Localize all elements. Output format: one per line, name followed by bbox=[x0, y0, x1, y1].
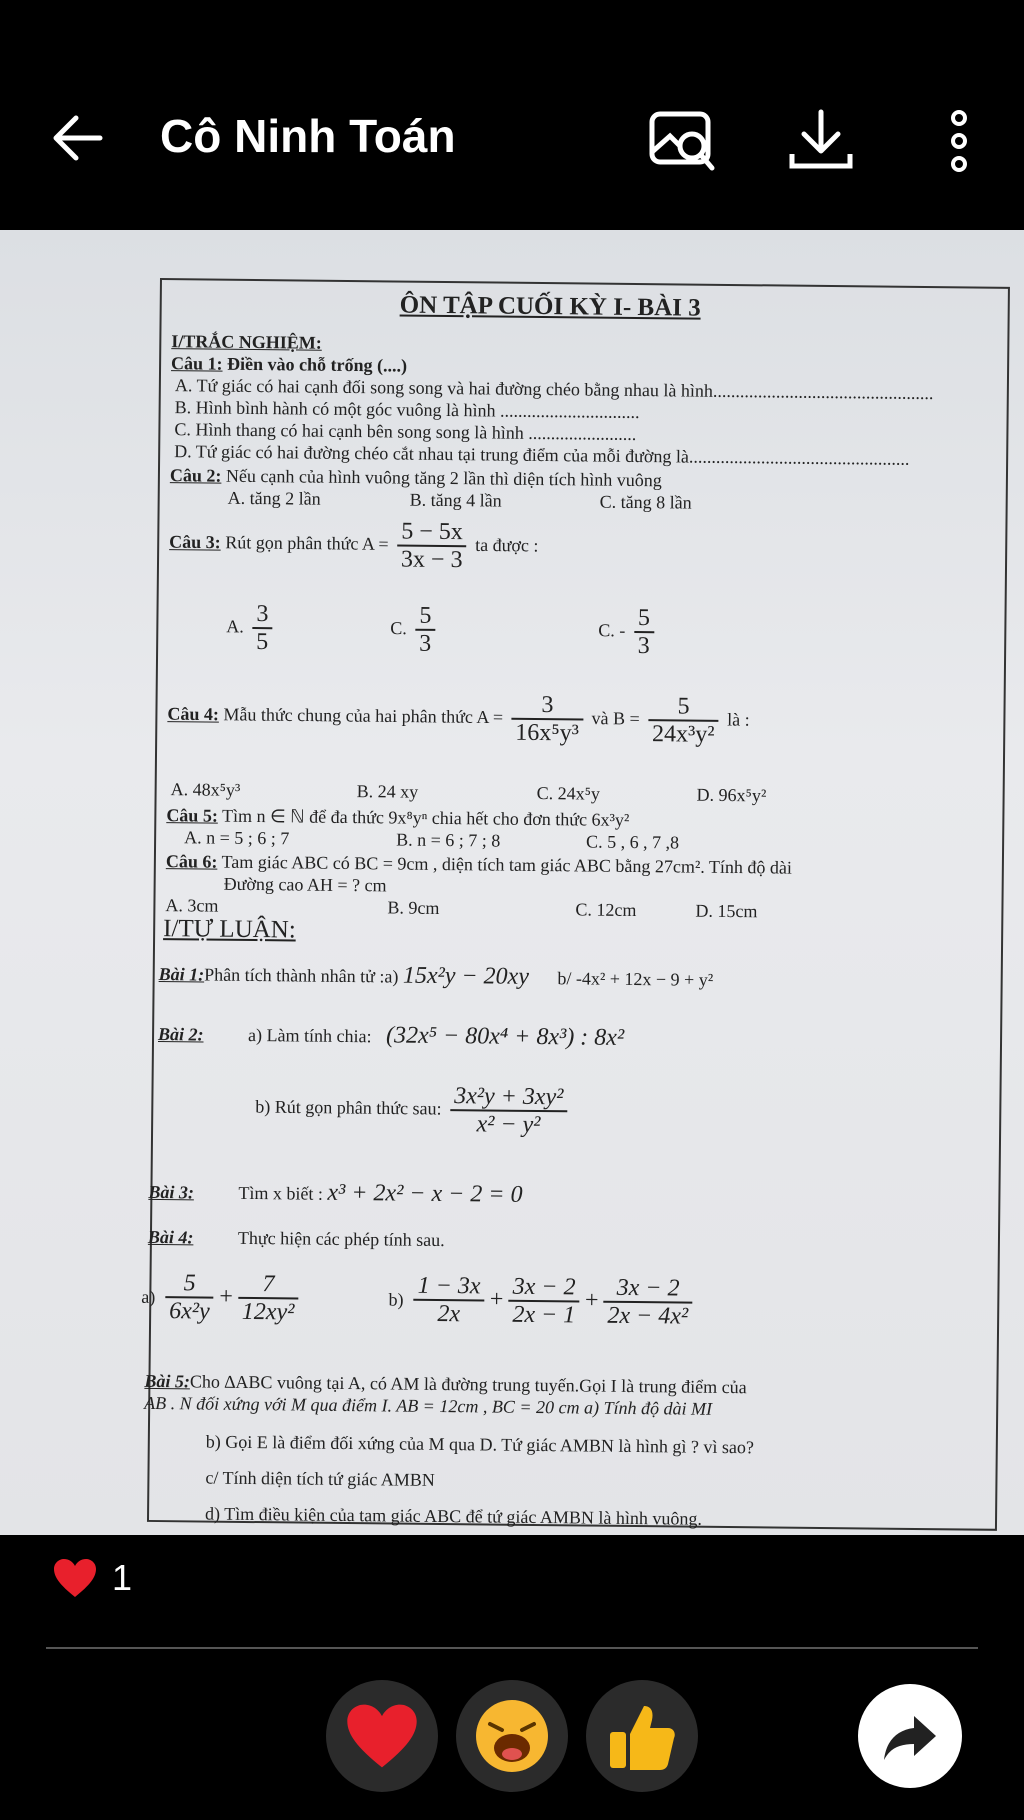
b4-part-b-label: b) bbox=[388, 1289, 404, 1310]
q2-text: Nếu cạnh của hình vuông tăng 2 lần thì diện tích hình vuông bbox=[225, 465, 662, 491]
b1-text: Phân tích thành nhân tử :a) bbox=[204, 964, 399, 987]
b4-b-fraction-2: $\frac{3x - 2}{2x - 1}$ bbox=[508, 1274, 579, 1330]
b5-line-5: d) Tìm điều kiện của tam giác ABC để tứ giác AMBN là hình vuông. bbox=[204, 1503, 703, 1529]
b2-part-a: a) Làm tính chia: bbox=[247, 1024, 372, 1047]
q1-text: Điền vào chỗ trống (....) bbox=[227, 353, 408, 376]
b2-label: Bài 2: bbox=[157, 1024, 204, 1045]
q3-option-c1-label: C. bbox=[390, 617, 407, 639]
share-button[interactable] bbox=[858, 1684, 962, 1788]
q3-option-a-label: A. bbox=[226, 616, 244, 637]
reaction-love-button[interactable] bbox=[326, 1680, 438, 1792]
b3-expression: x³ + 2x² − x − 2 = 0 bbox=[327, 1179, 523, 1208]
q4-option-d: D. 96x⁵y² bbox=[696, 784, 767, 806]
q4-option-c: C. 24x⁵y bbox=[536, 782, 601, 804]
q4-label: Câu 4: bbox=[167, 703, 220, 725]
q3-prefix: Rút gọn phân thức A = bbox=[225, 532, 389, 554]
share-arrow-icon bbox=[880, 1706, 940, 1766]
q3-fraction: $\frac{5 - 5x}{3x - 3}$ bbox=[397, 518, 467, 574]
q4-prefix: Mẫu thức chung của hai phân thức A = bbox=[223, 704, 504, 728]
b2-part-b: b) Rút gọn phân thức sau: bbox=[255, 1096, 442, 1119]
q3-option-c2-label: C. - bbox=[598, 620, 626, 641]
photo-viewer[interactable] bbox=[0, 230, 1024, 1535]
b3-label: Bài 3: bbox=[148, 1181, 195, 1203]
like-count[interactable]: 1 bbox=[112, 1557, 133, 1598]
b2-fraction: $\frac{\text{3x²y + 3xy²}}{\text{x² − y²}}$ bbox=[450, 1083, 568, 1139]
b4-b-fraction-3: $\frac{3x - 2}{\text{2x − 4x²}}$ bbox=[603, 1275, 692, 1331]
q4-fraction-b: $\frac{5}{\text{24x³y²}}$ bbox=[648, 693, 719, 749]
b1-label: Bài 1: bbox=[158, 964, 205, 985]
b1-expression: 15x²y − 20xy bbox=[402, 962, 530, 990]
back-arrow-icon[interactable] bbox=[48, 108, 108, 168]
q5-text: Tìm n ∈ ℕ để đa thức 9x⁸yⁿ chia hết cho đơn thức 6x³y² bbox=[221, 805, 630, 830]
b4-text: Thực hiện các phép tính sau. bbox=[237, 1227, 445, 1251]
likes-bar bbox=[0, 1535, 1024, 1635]
b1-part-b: b/ -4x² + 12x − 9 + y² bbox=[557, 968, 714, 990]
q3-label: Câu 3: bbox=[169, 531, 221, 553]
b4-part-a-label: a) bbox=[141, 1286, 156, 1307]
q3-option-c1: $\frac{5}{3}$ bbox=[415, 603, 436, 658]
q6-option-b: B. 9cm bbox=[387, 897, 440, 918]
q5-option-b: B. n = 6 ; 7 ; 8 bbox=[396, 829, 501, 851]
q3-option-c2: $\frac{5}{3}$ bbox=[634, 605, 655, 660]
q6-label: Câu 6: bbox=[165, 851, 218, 872]
b3-text: Tìm x biết : bbox=[238, 1182, 324, 1204]
section-multiple-choice: I/TRẮC NGHIỆM: bbox=[171, 331, 322, 353]
b5-line-1: Cho ∆ABC vuông tại A, có AM là đường trung tuyến.Gọi I là trung điểm của bbox=[189, 1371, 747, 1398]
q4-suffix: là : bbox=[727, 709, 750, 730]
q2-option-c: C. tăng 8 lần bbox=[599, 491, 692, 513]
b4-label: Bài 4: bbox=[147, 1226, 194, 1248]
worksheet-heading: ÔN TẬP CUỐI KỲ I- BÀI 3 bbox=[399, 291, 701, 322]
q6-option-d: D. 15cm bbox=[695, 900, 758, 922]
q6-option-c: C. 12cm bbox=[575, 899, 637, 921]
q1-option-a: A. Tứ giác có hai cạnh đối song song và hai đường chéo bằng nhau là hình................................................. bbox=[174, 375, 934, 404]
more-options-icon[interactable] bbox=[934, 106, 984, 176]
q2-option-b: B. tăng 4 lần bbox=[409, 489, 502, 511]
heart-icon bbox=[344, 1701, 420, 1771]
q1-label: Câu 1: bbox=[171, 353, 223, 374]
b5-line-2: AB . N đối xứng với M qua điểm I. AB = 12cm , BC = 20 cm a) Tính độ dài MI bbox=[144, 1392, 713, 1419]
worksheet: ÔN TẬP CUỐI KỲ I- BÀI 3 I/TRẮC NGHIỆM: Câu 1: Điền vào chỗ trống (....) A. Tứ giác có hai cạnh đối song song và hai đường chéo bằng nhau là hình................................................. B. Hình bình hành có một góc vuông là hình ............................... C. Hình thang có hai cạnh bên song song là hình ........................ D. Tứ giác có hai đường chéo cắt nhau tại trung điểm của mỗi đường là................................................. Câu 2: Nếu cạnh của hình vuông tăng 2 lần thì diện tích hình vuông A. tăng 2 lần B. tăng 4 lần C. tăng 8 lần Câu 3: Rút gọn phân thức A = $\frac{5 - 5x}{3x - 3}$ ta được : A. $\frac{3}{5}$ C. $\frac{5}{3}$ C. - $\frac{5}{3}$ Câu 4: Mẫu thức chung của hai phân thức A = $\frac{3}{\text{16x⁵y³}}$ và B = $\frac{5}{\text{24x³y²}}$ là : A. 48x⁵y³ B. 24 xy C. 24x⁵y D. 96x⁵y² Câu 5: Tìm n ∈ ℕ để đa thức 9x⁸yⁿ chia hết cho đơn thức 6x³y² A. n = 5 ; 6 ; 7 B. n = 6 ; 7 ; 8 C. 5 , 6 , 7 ,8 Câu 6: Tam giác ABC có BC = 9cm , diện tích tam giác ABC bằng 27cm². Tính độ dài Đường cao AH = ? cm A. 3cm B. 9cm C. 12cm D. 15cm I/TỰ LUẬN: Bài 1:Phân tích thành nhân tử :a) 15x²y − 20xy b/ -4x² + 12x − 9 + y² Bài 2: a) Làm tính chia: (32x⁵ − 80x⁴ + 8x³) : 8x² b) Rút gọn phân thức sau: $\frac{\text{3x²y + 3xy²}}{\text{x² − y²}}$ Bài 3: Tìm x biết : x³ + 2x² − x − 2 = 0 Bài 4: Thực hiện các phép tính sau. a) $\frac{5}{\text{6x²y}}$ + $\frac{7}{\text{12xy²}}$ b) $\frac{1 - 3x}{2x}$ + $\frac{3x - 2}{2x - 1}$ + $\frac{3x - 2}{\text{2x − 4x²}}$ Bài 5:Cho ∆ABC vuông tại A, có AM là đường trung tuyến.Gọi I là trung điểm của AB . N đối xứng với M qua điểm I. AB = 12cm , BC = 20 cm a) Tính độ dài MI b) Gọi E là điểm đối xứng của M qua D. Tứ giác AMBN là hình gì ? vì sao? c/ Tính diện tích tứ giác AMBN d) Tìm điều kiện của tam giác ABC để tứ giác AMBN là hình vuông. bbox=[147, 278, 1010, 1531]
q3-option-a: $\frac{3}{5}$ bbox=[252, 601, 273, 656]
b2-expression: (32x⁵ − 80x⁴ + 8x³) : 8x² bbox=[385, 1022, 625, 1051]
q6-option-a: A. 3cm bbox=[165, 895, 219, 916]
q1-option-c: C. Hình thang có hai cạnh bên song song là hình ........................ bbox=[174, 419, 637, 444]
page-title: Cô Ninh Toán bbox=[160, 110, 456, 162]
b5-line-3: b) Gọi E là điểm đối xứng của M qua D. Tứ giác AMBN là hình gì ? vì sao? bbox=[205, 1431, 754, 1458]
reaction-haha-button[interactable] bbox=[456, 1680, 568, 1792]
q5-label: Câu 5: bbox=[166, 805, 218, 826]
q2-label: Câu 2: bbox=[169, 465, 222, 486]
heart-icon bbox=[52, 1557, 98, 1599]
top-bar bbox=[0, 0, 1024, 230]
q4-fraction-a: $\frac{3}{\text{16x⁵y³}}$ bbox=[511, 692, 583, 748]
q2-option-a: A. tăng 2 lần bbox=[227, 487, 321, 509]
q4-option-b: B. 24 xy bbox=[356, 781, 419, 802]
q1-option-b: B. Hình bình hành có một góc vuông là hình ............................... bbox=[174, 397, 640, 423]
b5-label: Bài 5: bbox=[144, 1370, 191, 1392]
section-essay: I/TỰ LUẬN: bbox=[163, 915, 296, 944]
b4-a-fraction-1: $\frac{5}{\text{6x²y}}$ bbox=[165, 1270, 214, 1325]
laughing-face-icon bbox=[472, 1696, 552, 1776]
download-icon[interactable] bbox=[786, 106, 856, 176]
b4-a-fraction-2: $\frac{7}{\text{12xy²}}$ bbox=[238, 1271, 299, 1326]
b5-line-4: c/ Tính diện tích tứ giác AMBN bbox=[205, 1467, 435, 1490]
q3-suffix: ta được : bbox=[475, 534, 539, 556]
divider bbox=[46, 1647, 978, 1649]
q1-option-d: D. Tứ giác có hai đường chéo cắt nhau tại trung điểm của mỗi đường là................................................. bbox=[174, 441, 910, 469]
q5-option-c: C. 5 , 6 , 7 ,8 bbox=[586, 831, 680, 853]
image-search-icon[interactable] bbox=[648, 106, 718, 176]
q6-text-line2: Đường cao AH = ? cm bbox=[223, 873, 387, 896]
q4-middle: và B = bbox=[591, 708, 640, 729]
thumbs-up-icon bbox=[604, 1698, 680, 1774]
q5-option-a: A. n = 5 ; 6 ; 7 bbox=[184, 827, 290, 849]
b4-b-fraction-1: $\frac{1 - 3x}{2x}$ bbox=[413, 1273, 484, 1329]
reaction-like-button[interactable] bbox=[586, 1680, 698, 1792]
q4-option-a: A. 48x⁵y³ bbox=[170, 779, 241, 800]
q6-text: Tam giác ABC có BC = 9cm , diện tích tam giác ABC bằng 27cm². Tính độ dài bbox=[221, 851, 793, 878]
